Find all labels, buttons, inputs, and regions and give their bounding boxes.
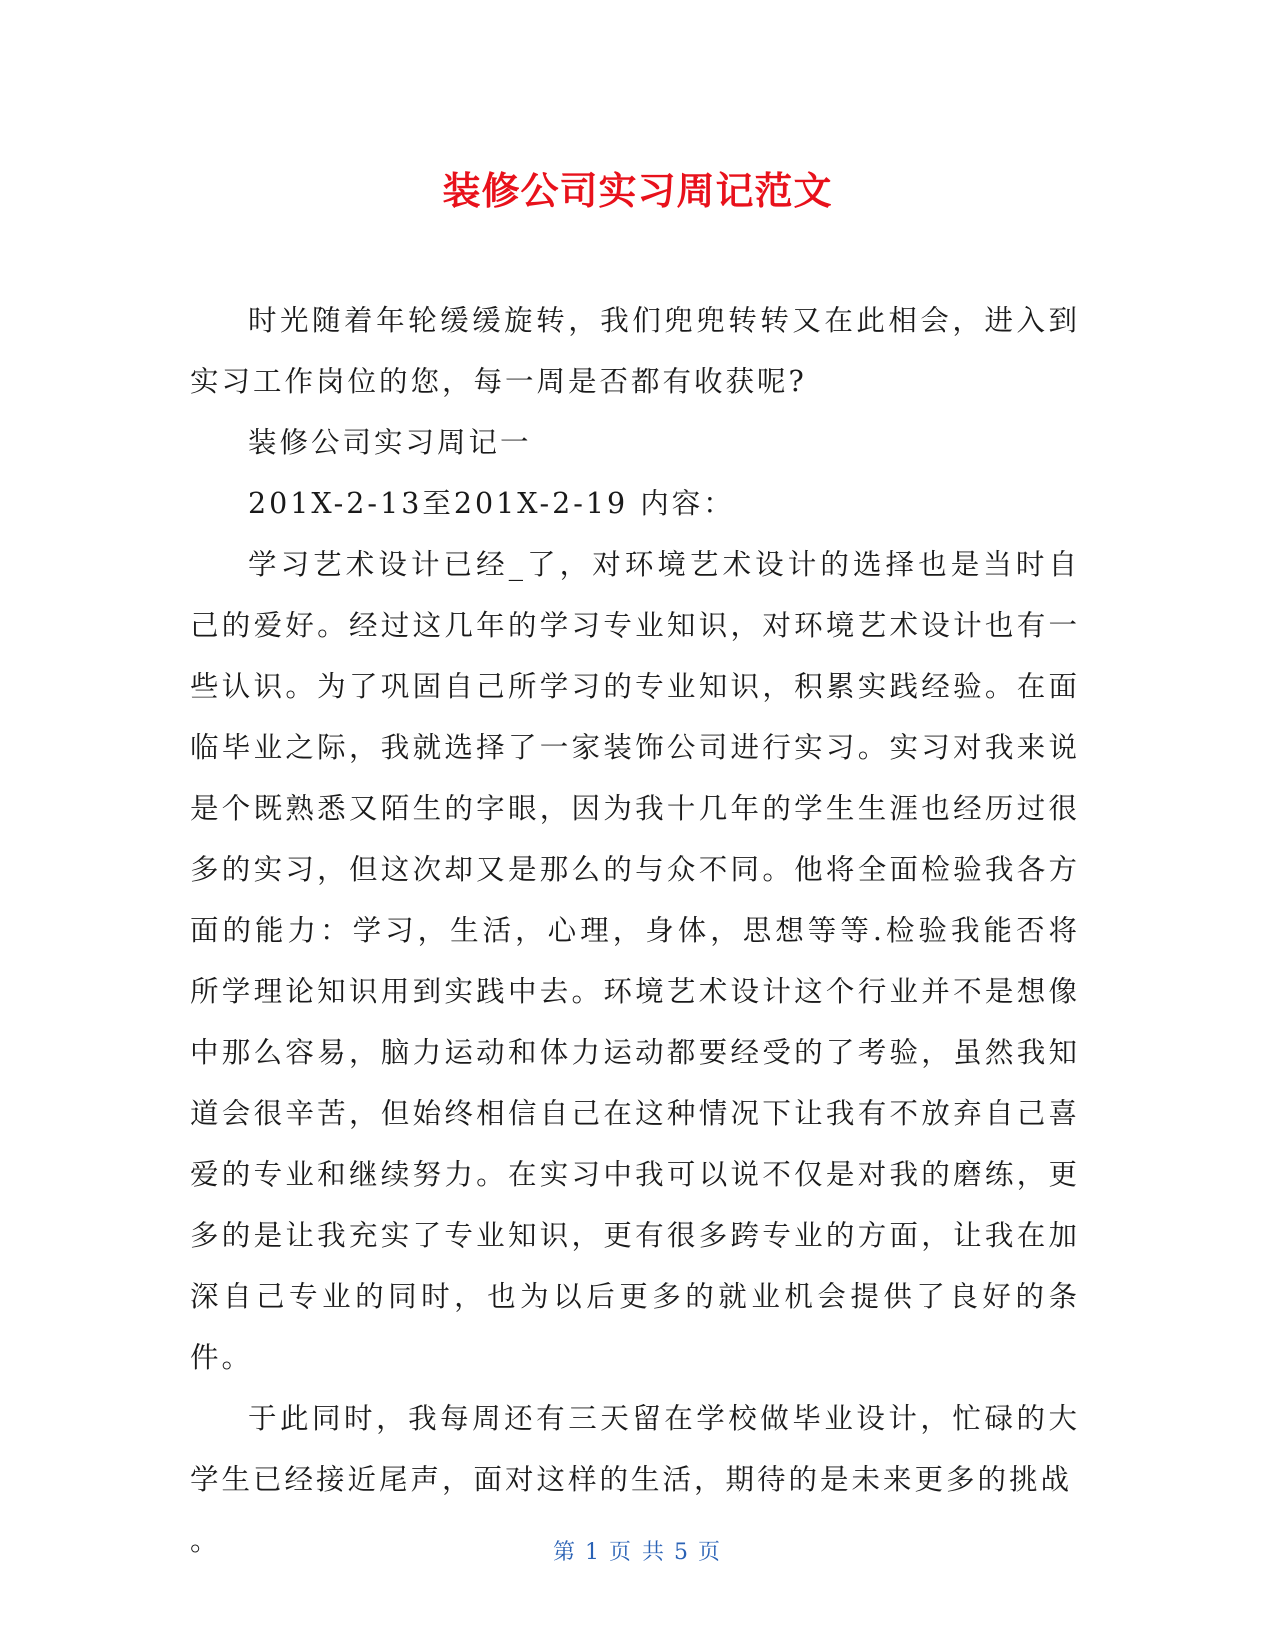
body-paragraph: 于此同时，我每周还有三天留在学校做毕业设计，忙碌的大学生已经接近尾声，面对这样的生活，期待的是未来更多的挑战	[190, 1402, 1080, 1496]
page-label-prefix: 第	[552, 1540, 577, 1565]
document-body	[190, 290, 1080, 1571]
current-page-number: 1	[585, 1540, 601, 1565]
date-range-line: 201X-2-13至201X-2-19 内容：	[248, 487, 735, 520]
body-paragraph-tail: 。	[190, 1524, 222, 1557]
body-paragraph: 学习艺术设计已经_了，对环境艺术设计的选择也是当时自己的爱好。经过这几年的学习专业知识，对环境艺术设计也有一些认识。为了巩固自己所学习的专业知识，积累实践经验。在面临毕业之际，我就选择了一家装饰公司进行实习。实习对我来说是个既熟悉又陌生的字眼，因为我十几年的学生生涯也经历过很多的实习，但这次却又是那么的与众不同。他将全面检验我各方面的能力：学习，生活，心理，身体，思想等等.检验我能否将所学理论知识用到实践中去。环境艺术设计这个行业并不是想像中那么容易，脑力运动和体力运动都要经受的了考验，虽然我知道会很辛苦，但始终相信自己在这种情况下让我有不放弃自己喜爱的专业和继续努力。在实习中我可以说不仅是对我的磨练，更多的是让我充实了专业知识，更有很多跨专业的方面，让我在加深自己专业的同时，也为以后更多的就业机会提供了良好的条件。	[190, 548, 1080, 1374]
total-pages-number: 5	[674, 1540, 690, 1565]
page-label-suffix: 页	[698, 1540, 723, 1565]
document-title: 装修公司实习周记范文	[442, 169, 833, 213]
intro-paragraph: 时光随着年轮缓缓旋转，我们兜兜转转又在此相会，进入到实习工作岗位的您，每一周是否都有收获呢?	[190, 304, 1080, 398]
page-footer	[0, 1535, 1275, 1566]
section-heading: 装修公司实习周记一	[248, 426, 532, 459]
page-label-mid: 页 共	[609, 1540, 666, 1565]
